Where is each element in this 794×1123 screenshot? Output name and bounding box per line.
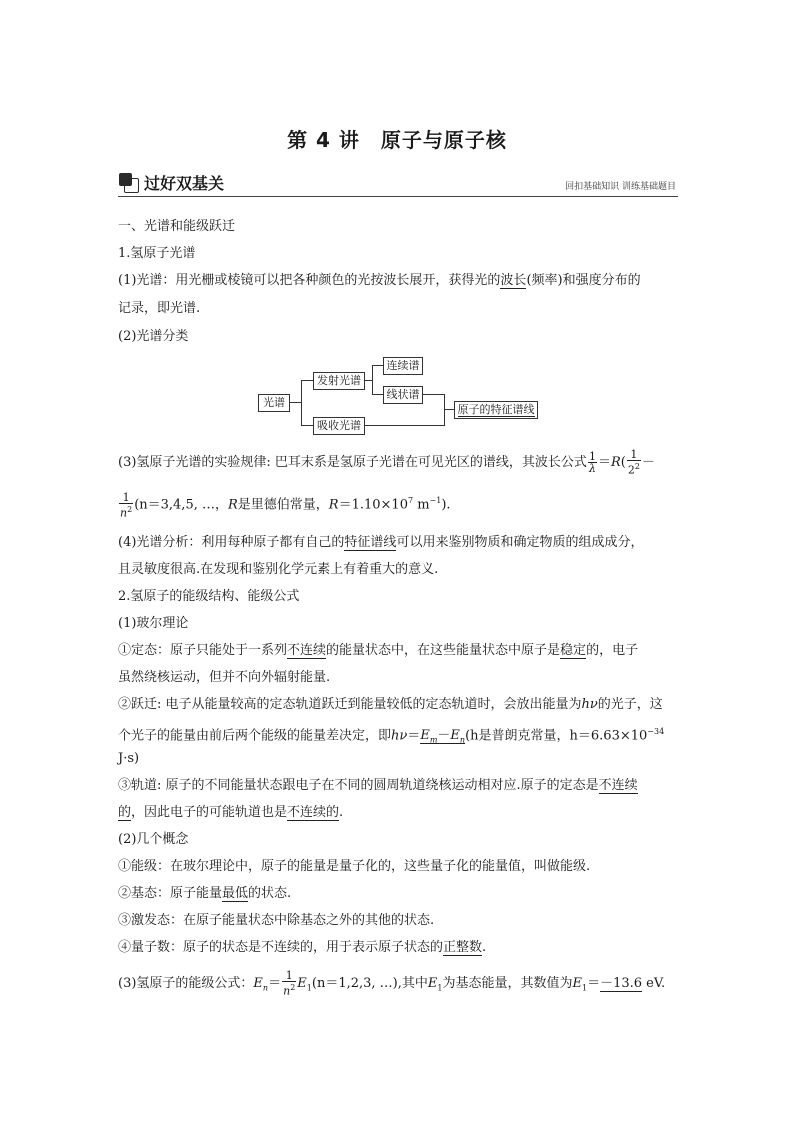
para-spectral-analysis-cont: 且灵敏度很高.在发现和鉴别化学元素上有着重大的意义. bbox=[118, 562, 439, 577]
node-continuous: 连续谱 bbox=[383, 357, 423, 375]
para-stationary-cont: 虽然绕核运动，但并不向外辐射能量. bbox=[118, 670, 331, 685]
para-balmer-cont: $\frac{1}{n^2}$ (n＝3,4,5, …，R是里德伯常量，$R=1.10\times 10^7$ $m^{-1}$). bbox=[120, 490, 451, 520]
para-spectral-analysis: (4)光谱分析：利用每种原子都有自己的特征谱线可以用来鉴别物质和确定物质的组成成分， bbox=[118, 535, 644, 550]
node-line: 线状谱 bbox=[383, 386, 423, 404]
node-absorption: 吸收光谱 bbox=[313, 417, 365, 435]
para-orbit-cont: 的，因此电子的可能轨道也是不连续的. bbox=[118, 805, 344, 820]
para-transition-cont: 个光子的能量由前后两个能级的能量差决定，即$h\nu=E_m-E_n(h$是普朗克常量，$h=6.63\times 10^{-34}$ bbox=[118, 727, 665, 745]
para-concepts: (2)几个概念 bbox=[118, 832, 189, 847]
para-ground-state: ②基态：原子能量最低的状态. bbox=[118, 886, 292, 901]
page-title: 第 4 讲 原子与原子核 bbox=[287, 128, 507, 152]
para-balmer: (3)氢原子光谱的实验规律: 巴耳末系是氢原子光谱在可见光区的谱线，其波长公式 $\frac{1}{\lambda}$ ＝R( $\frac{1}{2^2}$ － bbox=[118, 448, 655, 477]
section-heading: 一、光谱和能级跃迁 bbox=[118, 219, 236, 234]
para-spectrum-def: (1)光谱：用光栅或棱镜可以把各种颜色的光按波长展开，获得光的波长(频率)和强度分布的 bbox=[118, 273, 641, 288]
node-emission: 发射光谱 bbox=[313, 372, 365, 390]
para-quantum-number: ④量子数：原子的状态是不连续的，用于表示原子状态的正整数. bbox=[118, 940, 487, 955]
para-transition: ②跃迁: 电子从能量较高的定态轨道跃迁到能量较低的定态轨道时，会放出能量为hν的光子，这 bbox=[118, 697, 663, 712]
para-bohr: (1)玻尔理论 bbox=[118, 616, 189, 631]
banner-icon-front bbox=[119, 173, 132, 186]
banner-heading: 过好双基关 bbox=[144, 174, 225, 193]
subsection-1: 1.氢原子光谱 bbox=[118, 246, 196, 261]
para-spectrum-types: (2)光谱分类 bbox=[118, 329, 189, 344]
section-banner bbox=[118, 170, 678, 197]
subsection-2: 2.氢原子的能级结构、能级公式 bbox=[118, 589, 300, 604]
banner-subtitle: 回扣基础知识 训练基础题目 bbox=[565, 182, 676, 192]
para-transition-unit: J·s) bbox=[118, 751, 140, 766]
para-spectrum-def-cont: 记录，即光谱. bbox=[118, 301, 201, 316]
para-energy-level: ①能级：在玻尔理论中，原子的能量是量子化的，这些量子化的能量值，叫做能级. bbox=[118, 859, 591, 874]
para-energy-formula: (3)氢原子的能级公式：$E_n=$ $\frac{1}{n^2}$ $E_1(n=1,2,3$, …),其中$E_1$为基态能量，其数值为$E_1=-13.6$ eV. bbox=[118, 969, 666, 998]
para-orbit: ③轨道: 原子的不同能量状态跟电子在不同的圆周轨道绕核运动相对应.原子的定态是不连续 bbox=[118, 778, 638, 793]
node-spectrum: 光谱 bbox=[258, 394, 290, 412]
para-excited-state: ③激发态：在原子能量状态中除基态之外的其他的状态. bbox=[118, 913, 435, 928]
para-stationary: ①定态：原子只能处于一系列不连续的能量状态中，在这些能量状态中原子是稳定的，电子 bbox=[118, 643, 639, 658]
node-characteristic: 原子的特征谱线 bbox=[454, 401, 538, 419]
